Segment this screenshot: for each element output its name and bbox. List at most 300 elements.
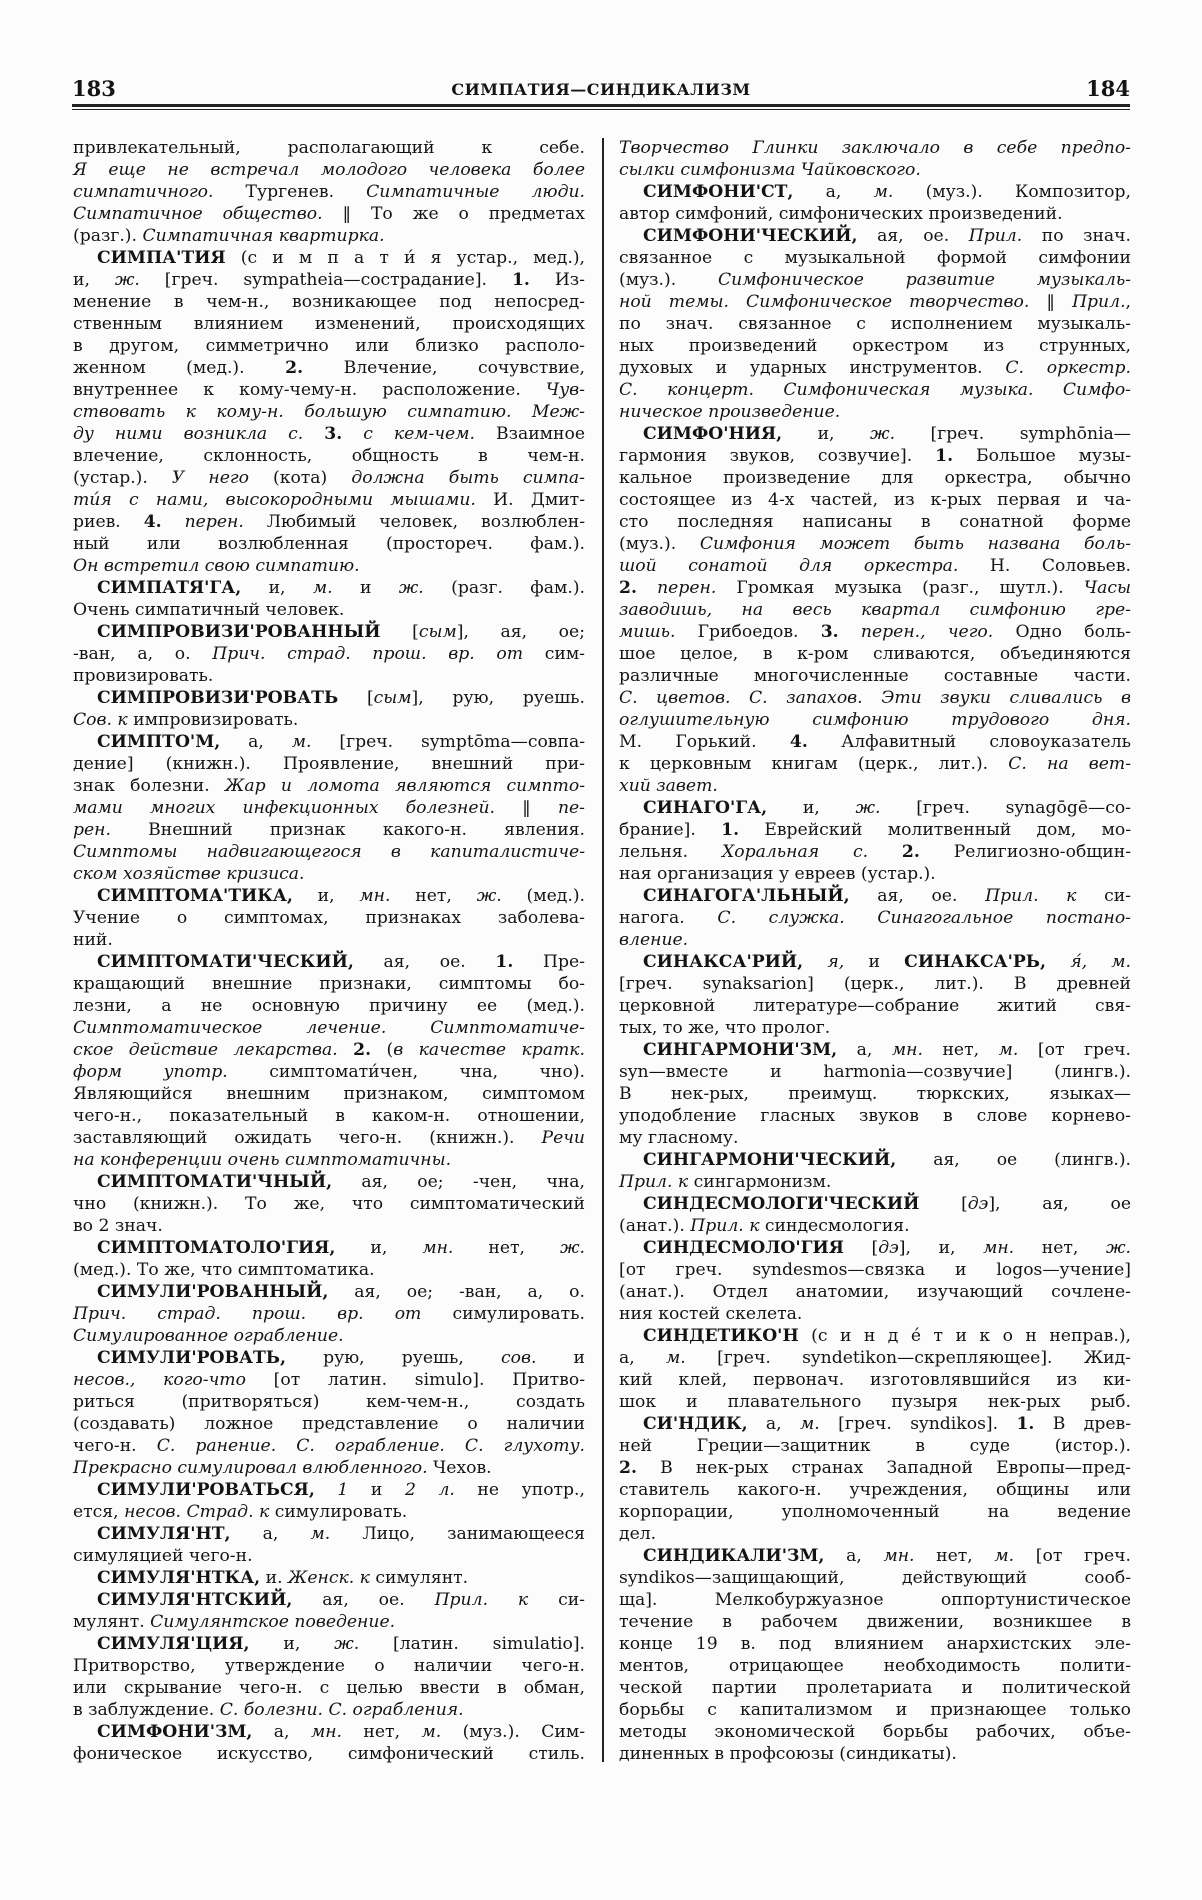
body-text: борьбы с капитализмом и признающее только: [619, 1700, 1131, 1720]
dictionary-line: [619, 511, 1131, 533]
body-text: а,: [793, 182, 874, 202]
italic-text: С. болезни. С. ограбления.: [219, 1700, 464, 1720]
italic-text: ж.: [334, 1634, 360, 1654]
body-text: [греч. syndetikon—скрепляющее]. Жид-: [685, 1348, 1131, 1368]
dictionary-line: [73, 1105, 585, 1127]
italic-text: форм употр.: [73, 1062, 228, 1082]
body-text: [греч. synaksarion] (церк., лит.). В древней: [619, 974, 1131, 994]
body-text: ‖: [1029, 292, 1073, 312]
body-text: и: [536, 1348, 585, 1368]
headword-bold: СИНДЕСМОЛОГИ'ЧЕСКИЙ: [643, 1194, 920, 1214]
dictionary-line: [73, 929, 585, 951]
body-text: (разг. фам.).: [423, 578, 585, 598]
headword-bold: СИНДЕСМОЛО'ГИЯ: [643, 1238, 844, 1258]
headword-bold: СИ'НДИК,: [643, 1414, 748, 1434]
body-text: ставитель какого-н. учреждения, общины или: [619, 1480, 1131, 1500]
dictionary-line: [73, 247, 585, 269]
headword-bold: СИНАГОГА'ЛЬНЫЙ,: [643, 886, 850, 906]
body-text: влечение, склонность, общность в чем-н.: [73, 446, 585, 466]
dictionary-line: [73, 709, 585, 731]
body-text: шок и плавательного пузыря нек-рых рыб.: [619, 1392, 1131, 1412]
dictionary-line: [619, 1721, 1131, 1743]
italic-text: м.: [291, 732, 312, 752]
headword-bold: СИМУЛЯ'НТКА,: [97, 1568, 261, 1588]
italic-text: Речи: [541, 1128, 585, 1148]
body-text: и,: [73, 270, 115, 290]
italic-text: Прил. к: [619, 1172, 689, 1192]
dictionary-line: [73, 973, 585, 995]
headword-bold: СИМУЛИ'РОВАТЬСЯ,: [97, 1480, 315, 1500]
dictionary-line: [619, 1699, 1131, 1721]
dictionary-line: [619, 203, 1131, 225]
body-text: ая, ое.: [353, 952, 496, 972]
body-text: Чехов.: [427, 1458, 492, 1478]
headword-bold: СИНГАРМОНИ'ЗМ,: [643, 1040, 838, 1060]
body-text: нет,: [453, 1238, 560, 1258]
body-text: чего-н., показательный в каком-н. отношении,: [73, 1106, 585, 1126]
body-text: к церковным книгам (церк., лит.).: [619, 754, 1009, 774]
dictionary-line: [73, 445, 585, 467]
dictionary-line: [73, 159, 585, 181]
dictionary-line: [73, 137, 585, 159]
body-text: ‖: [495, 798, 558, 818]
body-text: в другом, симметрично или близко располо-: [73, 336, 585, 356]
italic-text: Симпатичная квартирка.: [142, 226, 385, 246]
dictionary-line: [73, 841, 585, 863]
body-text: женном (мед.).: [73, 358, 286, 378]
body-text: [: [919, 1194, 968, 1214]
body-text: кальное произведение для оркестра, обычно: [619, 468, 1131, 488]
dictionary-line: [619, 1017, 1131, 1039]
dictionary-line: [73, 1039, 585, 1061]
body-text: Тургенев.: [213, 182, 367, 202]
body-text: (устар.).: [73, 468, 172, 488]
italic-text: У него: [171, 468, 249, 488]
dictionary-line: [73, 1193, 585, 1215]
body-text: ая, ое; -ван, а, о.: [328, 1282, 585, 1302]
dictionary-line: [73, 1391, 585, 1413]
dictionary-line: [619, 1633, 1131, 1655]
italic-text: мн.: [883, 1546, 915, 1566]
body-text: и,: [241, 578, 313, 598]
body-text: рую, руешь,: [285, 1348, 501, 1368]
right-column: [619, 137, 1131, 1765]
body-text: Грибоедов.: [675, 622, 821, 642]
headword-bold: 1.: [511, 270, 530, 290]
italic-text: Творчество Глинки заключало в себе предпо-: [619, 138, 1131, 158]
body-text: методы экономической борьбы рабочих, объе-: [619, 1722, 1131, 1742]
body-text: Лицо, занимающееся: [330, 1524, 585, 1544]
body-text: а,: [619, 1348, 667, 1368]
dictionary-line: [619, 1567, 1131, 1589]
body-text: Любимый человек, возлюблен-: [243, 512, 585, 532]
body-text: ], ая, ое;: [456, 622, 585, 642]
italic-text: ж.: [1106, 1238, 1132, 1258]
italic-text: я,: [803, 952, 845, 972]
body-text: мулянт.: [73, 1612, 151, 1632]
body-text: ая, ое (лингв.).: [896, 1150, 1131, 1170]
headword-bold: СИМФОНИ'СТ,: [643, 182, 794, 202]
body-text: [греч. synagōgē—со-: [880, 798, 1131, 818]
body-text: симулировать.: [421, 1304, 585, 1324]
body-text: риться (притворяться) кем-чем-н., создать: [73, 1392, 585, 1412]
dictionary-line: [619, 929, 1131, 951]
body-text: (анат.).: [619, 1216, 691, 1236]
italic-text: Женск. к: [288, 1568, 370, 1588]
dictionary-line: [73, 995, 585, 1017]
body-text: Притворство, утверждение о наличии чего-н.: [73, 1656, 585, 1676]
italic-text: Прил.: [1072, 292, 1126, 312]
headword-bold: СИНДЕТИКО'Н: [643, 1326, 799, 1346]
dictionary-line: [73, 1523, 585, 1545]
headword-bold: СИНАКСА'РИЙ,: [643, 952, 804, 972]
italic-text: ствовать к кому-н. большую симпатию. Меж-: [73, 402, 585, 422]
italic-text: ж.: [398, 578, 424, 598]
dictionary-line: [73, 225, 585, 247]
body-text: знак болезни.: [73, 776, 226, 796]
body-text: Очень симпатичный человек.: [73, 600, 345, 620]
dictionary-line: [73, 599, 585, 621]
body-text: чего-н.: [73, 1436, 157, 1456]
dictionary-line: [619, 291, 1131, 313]
dictionary-line: [73, 1413, 585, 1435]
dictionary-line: [619, 401, 1131, 423]
body-text: и.: [260, 1568, 289, 1588]
dictionary-line: [619, 555, 1131, 577]
dictionary-line: [619, 1611, 1131, 1633]
body-text: В нек-рых, преимущ. тюркских, языках—: [619, 1084, 1131, 1104]
dictionary-line: [73, 1259, 585, 1281]
body-text: Из-: [529, 270, 585, 290]
italic-text: С. концерт. Симфоническая музыка. Симфо-: [619, 380, 1131, 400]
dictionary-line: [73, 907, 585, 929]
italic-text: Прил. к: [690, 1216, 760, 1236]
body-text: кращающий внешние признаки, симптомы бо-: [73, 974, 585, 994]
body-text: Учение о симптомах, признаках заболева-: [73, 908, 585, 928]
body-text: и: [844, 952, 905, 972]
dictionary-line: [619, 863, 1131, 885]
dictionary-line: [73, 1127, 585, 1149]
dictionary-line: [619, 577, 1131, 599]
headword-bold: 2.: [353, 1040, 372, 1060]
body-text: [греч. symptōma—совпа-: [311, 732, 585, 752]
body-text: ных произведений оркестром из струнных,: [619, 336, 1131, 356]
body-text: [от латин. simulo]. Притво-: [245, 1370, 585, 1390]
dictionary-line: [73, 753, 585, 775]
dictionary-line: [619, 1545, 1131, 1567]
italic-text: ду ними возникла с.: [73, 424, 325, 444]
dictionary-line: [619, 445, 1131, 467]
headword-bold: СИМПРОВИЗИ'РОВАТЬ: [97, 688, 339, 708]
body-text: нет,: [390, 886, 477, 906]
dictionary-line: [619, 357, 1131, 379]
italic-text: несов. Страд. к: [124, 1502, 270, 1522]
body-text: чно (книжн.). То же, что симптоматический: [73, 1194, 585, 1214]
dictionary-line: [73, 401, 585, 423]
italic-text: Прич. страд. прош. вр. от: [73, 1304, 422, 1324]
body-text: во 2 знач.: [73, 1216, 163, 1236]
italic-text: рен.: [73, 820, 111, 840]
italic-text: 2 л.: [404, 1480, 455, 1500]
dictionary-line: [619, 687, 1131, 709]
dictionary-line: [619, 731, 1131, 753]
headword-bold: СИНАКСА'РЬ,: [904, 952, 1046, 972]
italic-text: на конференции очень симптоматичны.: [73, 1150, 452, 1170]
italic-text: дэ: [878, 1238, 899, 1258]
dictionary-line: [619, 1369, 1131, 1391]
dictionary-line: [619, 1303, 1131, 1325]
dictionary-line: [73, 1083, 585, 1105]
headword-bold: СИМУЛИ'РОВАТЬ,: [97, 1348, 286, 1368]
left-column: [73, 137, 585, 1765]
dictionary-line: [73, 1567, 585, 1589]
dictionary-line: [619, 1479, 1131, 1501]
dictionary-line: [73, 1215, 585, 1237]
headword-bold: 3.: [820, 622, 839, 642]
italic-text: Прекрасно симулировал влюбленного.: [73, 1458, 428, 1478]
italic-text: м.: [310, 1524, 331, 1544]
body-text: и: [332, 578, 399, 598]
body-text: [: [380, 622, 419, 642]
body-text: Н. Соловьев.: [958, 556, 1131, 576]
body-text: syn—вместе и harmonia—созвучие] (лингв.).: [619, 1062, 1131, 1082]
body-text: ая, ое; -чен, чна,: [332, 1172, 585, 1192]
headword-bold: СИМПТОМА'ТИКА,: [97, 886, 293, 906]
body-text: гармония звуков, созвучие].: [619, 446, 936, 466]
dictionary-line: [73, 1061, 585, 1083]
body-text: течение в рабочем движении, возникшее в: [619, 1612, 1131, 1632]
body-text: ‖ То же о предметах: [322, 204, 585, 224]
body-text: [от греч. syndesmos—связка и logos—учение]: [619, 1260, 1131, 1280]
headword-bold: СИМФОНИ'ЧЕСКИЙ,: [643, 226, 858, 246]
italic-text: Прил. к: [985, 886, 1077, 906]
italic-text: С. на вет-: [1008, 754, 1132, 774]
body-text: [греч. sympatheia—сострадание].: [139, 270, 512, 290]
headword-bold: СИМУЛЯ'НТСКИЙ,: [97, 1590, 293, 1610]
body-text: а,: [230, 1524, 311, 1544]
italic-text: сым: [418, 622, 457, 642]
dictionary-line: [73, 1501, 585, 1523]
dictionary-line: [619, 599, 1131, 621]
headword-bold: 1.: [1016, 1414, 1035, 1434]
headword-bold: СИМУЛЯ'НТ,: [97, 1524, 231, 1544]
dictionary-line: [619, 1391, 1131, 1413]
body-text: и,: [767, 798, 856, 818]
italic-text: ническое произведение.: [619, 402, 841, 422]
body-text: Взаимное: [474, 424, 586, 444]
body-text: автор симфоний, симфонических произведений.: [619, 204, 1063, 224]
body-text: ], рую, руешь.: [411, 688, 585, 708]
italic-text: с кем-чем.: [342, 424, 475, 444]
body-text: сингармонизм.: [688, 1172, 832, 1192]
header-rule: [72, 104, 1130, 110]
italic-text: мн.: [891, 1040, 923, 1060]
body-text: кий клей, первонач. изготовлявшийся из ки-: [619, 1370, 1131, 1390]
dictionary-line: [619, 841, 1131, 863]
dictionary-line: [73, 819, 585, 841]
dictionary-line: [619, 1105, 1131, 1127]
italic-text: Чув-: [545, 380, 585, 400]
headword-bold: 1.: [721, 820, 740, 840]
headword-bold: СИНГАРМОНИ'ЧЕСКИЙ,: [643, 1150, 897, 1170]
body-text: симулянт.: [369, 1568, 469, 1588]
italic-text: Сов. к: [73, 710, 128, 730]
headword-bold: СИМФО'НИЯ,: [643, 424, 783, 444]
headword-bold: СИМПТОМАТИ'ЧНЫЙ,: [97, 1172, 333, 1192]
dictionary-line: [73, 621, 585, 643]
headword-bold: 4.: [789, 732, 808, 752]
dictionary-line: [73, 1655, 585, 1677]
body-text: сто последняя написаны в сонатной форме: [619, 512, 1131, 532]
body-text: заставляющий ожидать чего-н. (книжн.).: [73, 1128, 542, 1148]
body-text: диненных в профсоюзы (синдикаты).: [619, 1744, 957, 1764]
dictionary-line: [73, 1633, 585, 1655]
dictionary-line: [619, 1259, 1131, 1281]
body-text: му гласному.: [619, 1128, 739, 1148]
body-text: ментов, отрицающее необходимость полити-: [619, 1656, 1131, 1676]
italic-text: ж.: [559, 1238, 585, 1258]
italic-text: шой сонатой для оркестра.: [619, 556, 959, 576]
body-text: (анат.). Отдел анатомии, изучающий сочлене-: [619, 1282, 1131, 1302]
body-text: ственным влиянием изменений, происходящих: [73, 314, 585, 334]
italic-text: перен., чего.: [838, 622, 994, 642]
dictionary-line: [619, 1347, 1131, 1369]
body-text: менение в чем-н., возникающее под непосред-: [73, 292, 585, 312]
body-text: [от греч.: [1014, 1546, 1131, 1566]
headword-bold: СИНАГО'ГА,: [643, 798, 768, 818]
italic-text: ти́я с нами, высокородными мышами.: [73, 490, 476, 510]
dictionary-line: [619, 1743, 1131, 1765]
italic-text: мн.: [310, 1722, 342, 1742]
body-text: синдесмология.: [759, 1216, 910, 1236]
dictionary-line: [619, 1149, 1131, 1171]
body-text: провизировать.: [73, 666, 214, 686]
dictionary-line: [73, 1017, 585, 1039]
dictionary-line: [73, 1325, 585, 1347]
dictionary-line: [619, 467, 1131, 489]
body-text: Еврейский молитвенный дом, мо-: [739, 820, 1132, 840]
italic-text: оглушительную симфонию трудового дня.: [619, 710, 1131, 730]
body-text: Одно боль-: [993, 622, 1131, 642]
dictionary-line: [619, 973, 1131, 995]
italic-text: Часы: [1083, 578, 1131, 598]
dictionary-line: [73, 1171, 585, 1193]
italic-text: должна быть симпа-: [351, 468, 585, 488]
body-text: привлекательный, располагающий к себе.: [73, 138, 585, 158]
body-text: ща]. Мелкобуржуазное оппортунистическое: [619, 1590, 1131, 1610]
dictionary-line: [619, 379, 1131, 401]
dictionary-line: [619, 225, 1131, 247]
italic-text: Жар и ломота являются симпто-: [225, 776, 586, 796]
headword-bold: СИМПАТЯ'ГА,: [97, 578, 242, 598]
dictionary-line: [619, 269, 1131, 291]
body-text: (муз.).: [619, 534, 700, 554]
dictionary-line: [73, 1743, 585, 1765]
dictionary-line: [73, 951, 585, 973]
dictionary-line: [619, 643, 1131, 665]
dictionary-line: [619, 665, 1131, 687]
body-text: ], ая, ое: [988, 1194, 1132, 1214]
body-text: внутреннее к кому-чему-н. расположение.: [73, 380, 546, 400]
body-text: (с и н д е́ т и к о н неправ.),: [798, 1326, 1131, 1346]
dictionary-line: [619, 247, 1131, 269]
dictionary-line: [619, 1501, 1131, 1523]
body-text: (с и м п а т и́ я устар., мед.),: [225, 248, 585, 268]
body-text: Громкая музыка (разг., шутл.).: [716, 578, 1084, 598]
italic-text: ском хозяйстве кризиса.: [73, 864, 305, 884]
body-text: [греч. syndikos].: [819, 1414, 1017, 1434]
page-number-left: 183: [72, 76, 116, 101]
dictionary-line: [619, 819, 1131, 841]
headword-bold: СИМУЛЯ'ЦИЯ,: [97, 1634, 250, 1654]
body-text: дение] (книжн.). Проявление, внешний при-: [73, 754, 585, 774]
dictionary-line: [73, 467, 585, 489]
body-text: (: [371, 1040, 394, 1060]
body-text: различные многочисленные составные части.: [619, 666, 1131, 686]
dictionary-line: [619, 907, 1131, 929]
italic-text: заводишь, на весь квартал симфонию гре-: [619, 600, 1131, 620]
body-text: ], и,: [898, 1238, 984, 1258]
dictionary-line: [73, 797, 585, 819]
italic-text: м.: [994, 1546, 1015, 1566]
italic-text: сым: [373, 688, 412, 708]
body-text: в заблуждение.: [73, 1700, 220, 1720]
headword-bold: 2.: [285, 358, 304, 378]
body-text: Религиозно-общин-: [919, 842, 1131, 862]
body-text: симулировать.: [269, 1502, 408, 1522]
body-text: [: [338, 688, 374, 708]
body-text: ний.: [73, 930, 113, 950]
italic-text: в качестве кратк.: [393, 1040, 585, 1060]
dictionary-line: [73, 533, 585, 555]
headword-bold: 4.: [143, 512, 162, 532]
body-text: ется,: [73, 1502, 125, 1522]
dictionary-line: [619, 1523, 1131, 1545]
dictionary-line: [619, 775, 1131, 797]
page-number-right: 184: [1086, 76, 1130, 101]
dictionary-line: [73, 1237, 585, 1259]
body-text: (создавать) ложное представление о наличии: [73, 1414, 585, 1434]
italic-text: Прил.: [968, 226, 1023, 246]
italic-text: С. цветов. С. запахов. Эти звуки сливались в: [619, 688, 1131, 708]
italic-text: м.: [421, 1722, 442, 1742]
body-text: уподобление гласных звуков в слове корнево-: [619, 1106, 1131, 1126]
italic-text: Хоральная с.: [722, 842, 902, 862]
dictionary-line: [619, 313, 1131, 335]
body-text: Большое музы-: [953, 446, 1131, 466]
body-text: конце 19 в. под влиянием анархистских эле-: [619, 1634, 1131, 1654]
italic-text: дэ: [967, 1194, 989, 1214]
body-text: ая, ое.: [857, 226, 969, 246]
body-text: и,: [249, 1634, 335, 1654]
body-text: ая, ое.: [849, 886, 986, 906]
dictionary-line: [73, 291, 585, 313]
dictionary-line: [73, 885, 585, 907]
headword-bold: 2.: [619, 578, 637, 598]
dictionary-line: [619, 335, 1131, 357]
italic-text: Симулированное ограбление.: [73, 1326, 344, 1346]
dictionary-line: [619, 709, 1131, 731]
italic-text: Симпатичные люди.: [366, 182, 585, 202]
dictionary-line: [73, 1545, 585, 1567]
dictionary-line: [73, 643, 585, 665]
body-text: В древ-: [1034, 1414, 1132, 1434]
headword-bold: СИНДИКАЛИ'ЗМ,: [643, 1546, 825, 1566]
body-text: Являющийся внешним признаком, симптомом: [73, 1084, 585, 1104]
dictionary-line: [619, 1325, 1131, 1347]
body-text: и: [348, 1480, 405, 1500]
dictionary-line: [619, 1589, 1131, 1611]
